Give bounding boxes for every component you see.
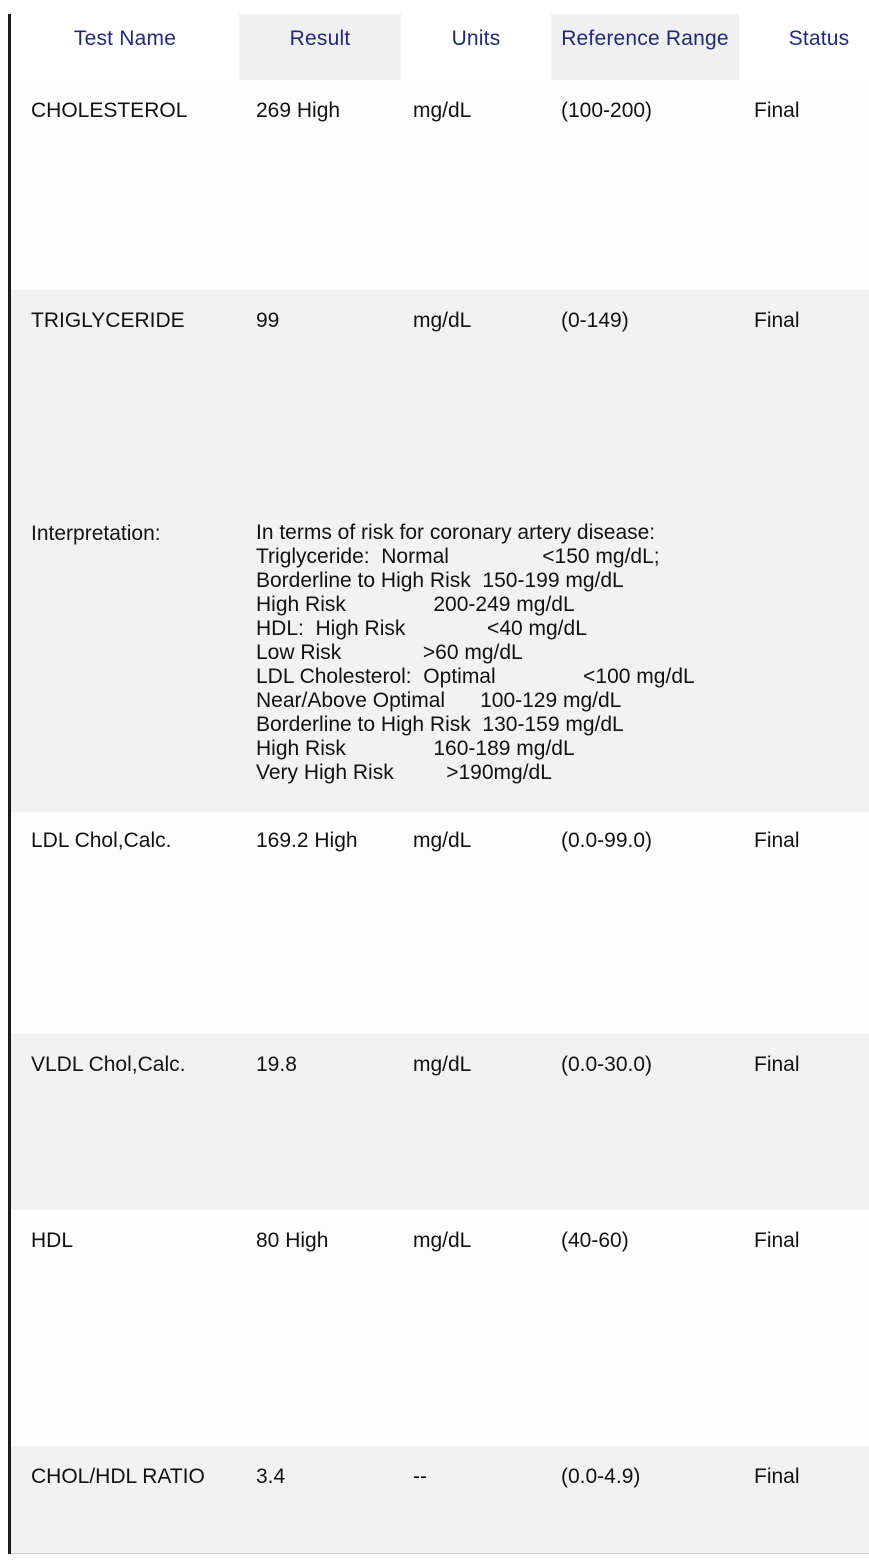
- cell-units: mg/dL: [413, 1053, 472, 1076]
- interpretation-line: In terms of risk for coronary artery disease:: [256, 521, 656, 544]
- interpretation-text: [256, 521, 695, 785]
- cell-reference-range: (100-200): [561, 99, 653, 122]
- cell-status: Final: [754, 99, 800, 122]
- cell-result: 80 High: [256, 1229, 329, 1252]
- cell-result: 99: [256, 309, 280, 332]
- header-result: Result: [239, 14, 401, 80]
- cell-status: Final: [754, 309, 800, 332]
- cell-test-name: VLDL Chol,Calc.: [31, 1053, 186, 1076]
- table-row-ldl: [11, 812, 869, 1034]
- interpretation-line: Low Risk >60 mg/dL: [256, 641, 523, 664]
- cell-units: mg/dL: [413, 1229, 472, 1252]
- header-status: Status: [788, 27, 850, 50]
- interpretation-line: High Risk 200-249 mg/dL: [256, 593, 575, 616]
- interpretation-line: Near/Above Optimal 100-129 mg/dL: [256, 689, 622, 712]
- cell-result: 3.4: [256, 1465, 286, 1488]
- cell-test-name: LDL Chol,Calc.: [31, 829, 172, 852]
- interpretation-line: Triglyceride: Normal <150 mg/dL;: [256, 545, 660, 568]
- interpretation-line: Very High Risk >190mg/dL: [256, 761, 552, 784]
- cell-result: 169.2 High: [256, 829, 358, 852]
- results-table-header: [11, 14, 869, 80]
- cell-units: --: [413, 1465, 427, 1488]
- cell-reference-range: (0.0-99.0): [561, 829, 653, 852]
- cell-test-name: CHOLESTEROL: [31, 99, 188, 122]
- cell-result: 269 High: [256, 99, 341, 122]
- table-row-triglyceride: [11, 290, 869, 828]
- cell-test-name: CHOL/HDL RATIO: [31, 1465, 205, 1488]
- cell-reference-range: (40-60): [561, 1229, 629, 1252]
- cell-status: Final: [754, 1053, 800, 1076]
- header-test-name: Test Name: [73, 27, 177, 50]
- cell-units: mg/dL: [413, 309, 472, 332]
- cell-status: Final: [754, 1465, 800, 1488]
- header-units: Units: [451, 27, 501, 50]
- table-row-hdl: [11, 1210, 869, 1446]
- interpretation-line: High Risk 160-189 mg/dL: [256, 737, 575, 760]
- cell-test-name: HDL: [31, 1229, 74, 1252]
- cell-units: mg/dL: [413, 829, 472, 852]
- table-bottom-rule: [11, 1553, 869, 1554]
- cell-reference-range: (0.0-4.9): [561, 1465, 641, 1488]
- interpretation-line: LDL Cholesterol: Optimal <100 mg/dL: [256, 665, 695, 688]
- table-row-chol-hdl-ratio: [11, 1446, 869, 1553]
- cell-reference-range: (0.0-30.0): [561, 1053, 653, 1076]
- cell-test-name: TRIGLYCERIDE: [31, 309, 185, 332]
- cell-status: Final: [754, 1229, 800, 1252]
- interpretation-line: Borderline to High Risk 130-159 mg/dL: [256, 713, 624, 736]
- cell-units: mg/dL: [413, 99, 472, 122]
- cell-reference-range: (0-149): [561, 309, 629, 332]
- header-reference-range: Reference Range: [551, 14, 739, 80]
- table-row-vldl: [11, 1034, 869, 1210]
- cell-result: 19.8: [256, 1053, 297, 1076]
- table-row-cholesterol: [11, 80, 869, 290]
- interpretation-line: HDL: High Risk <40 mg/dL: [256, 617, 587, 640]
- interpretation-label: Interpretation:: [31, 522, 161, 545]
- cell-status: Final: [754, 829, 800, 852]
- interpretation-line: Borderline to High Risk 150-199 mg/dL: [256, 569, 624, 592]
- interpretation-block: [11, 521, 869, 821]
